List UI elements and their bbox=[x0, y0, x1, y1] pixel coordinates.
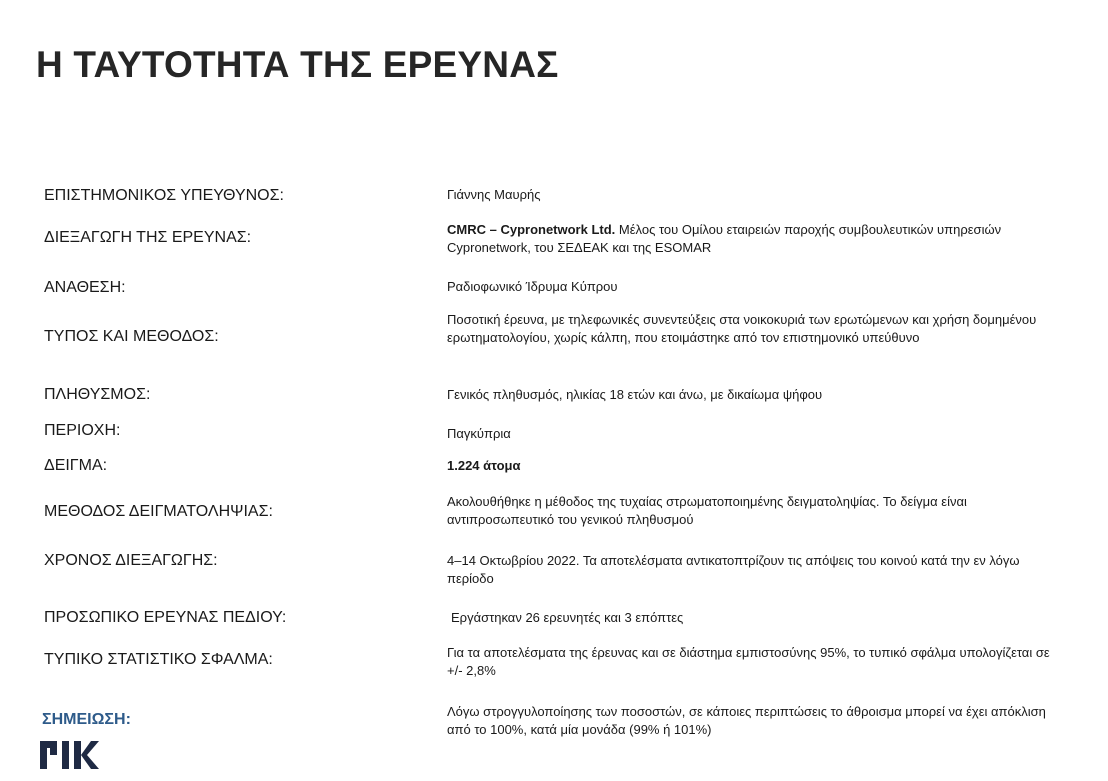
label-scientific-lead: ΕΠΙΣΤΗΜΟΝΙΚΟΣ ΥΠΕΥΘΥΝΟΣ: bbox=[44, 187, 284, 204]
page-title: Η ΤΑΥΤΟΤΗΤΑ ΤΗΣ ΕΡΕΥΝΑΣ bbox=[36, 44, 559, 85]
value-note: Λόγω στρογγυλοποίησης των ποσοστών, σε κάποιες περιπτώσεις το άθροισμα μπορεί να έχει απόκλιση από το 100%, κατά μία μονάδα (99% ή 101%) bbox=[447, 704, 1046, 737]
value-area: Παγκύπρια bbox=[447, 426, 511, 441]
value-field-staff: Εργάστηκαν 26 ερευνητές και 3 επόπτες bbox=[451, 610, 684, 625]
value-scientific-lead: Γιάννης Μαυρής bbox=[447, 187, 541, 202]
label-conducted-by: ΔΙΕΞΑΓΩΓΗ ΤΗΣ ΕΡΕΥΝΑΣ: bbox=[44, 229, 252, 246]
value-conducted-by bbox=[447, 221, 1047, 257]
value-sample: 1.224 άτομα bbox=[447, 458, 521, 473]
value-period: 4–14 Οκτωβρίου 2022. Τα αποτελέσματα αντικατοπτρίζουν τις απόψεις του κοινού κατά την εν λόγω περίοδο bbox=[447, 553, 1020, 586]
value-conducted-by-company: CMRC – Cypronetwork Ltd. bbox=[447, 222, 616, 237]
value-type-method: Ποσοτική έρευνα, με τηλεφωνικές συνεντεύξεις στα νοικοκυριά των ερωτώμενων και χρήση δομημένου ερωτηματολογίου, χωρίς κάλπη, που ετοιμάστηκε από τον επιστημονικό υπεύθυνο bbox=[447, 312, 1037, 345]
label-population: ΠΛΗΘΥΣΜΟΣ: bbox=[44, 386, 151, 403]
rik-logo bbox=[38, 737, 100, 771]
label-sample: ΔΕΙΓΜΑ: bbox=[44, 457, 108, 474]
label-sampling-method: ΜΕΘΟΔΟΣ ΔΕΙΓΜΑΤΟΛΗΨΙΑΣ: bbox=[44, 503, 273, 520]
value-sampling-method: Ακολουθήθηκε η μέθοδος της τυχαίας στρωματοποιημένης δειγματοληψίας. Το δείγμα είναι αντιπροσωπευτικό του γενικού πληθυσμού bbox=[447, 494, 967, 527]
label-period: ΧΡΟΝΟΣ ΔΙΕΞΑΓΩΓΗΣ: bbox=[44, 552, 218, 569]
label-field-staff: ΠΡΟΣΩΠΙΚΟ ΕΡΕΥΝΑΣ ΠΕΔΙΟΥ: bbox=[44, 609, 287, 626]
value-population: Γενικός πληθυσμός, ηλικίας 18 ετών και άνω, με δικαίωμα ψήφου bbox=[447, 387, 823, 402]
label-area: ΠΕΡΙΟΧΗ: bbox=[44, 422, 121, 439]
value-conducted-by-text: Μέλος του Ομίλου εταιρειών παροχής συμβουλευτικών υπηρεσιών Cypronetwork, του ΣΕΔΕΑΚ και της ESOMAR bbox=[447, 222, 1002, 255]
label-standard-error: ΤΥΠΙΚΟ ΣΤΑΤΙΣΤΙΚΟ ΣΦΑΛΜΑ: bbox=[44, 651, 273, 668]
value-commissioned-by: Ραδιοφωνικό Ίδρυμα Κύπρου bbox=[447, 279, 618, 294]
label-note: ΣΗΜΕΙΩΣΗ: bbox=[42, 711, 131, 728]
value-standard-error: Για τα αποτελέσματα της έρευνας και σε διάστημα εμπιστοσύνης 95%, το τυπικό σφάλμα υπολογίζεται σε +/- 2,8% bbox=[447, 645, 1050, 678]
label-commissioned-by: ΑΝΑΘΕΣΗ: bbox=[44, 279, 126, 296]
label-type-method: ΤΥΠΟΣ ΚΑΙ ΜΕΘΟΔΟΣ: bbox=[44, 328, 219, 345]
